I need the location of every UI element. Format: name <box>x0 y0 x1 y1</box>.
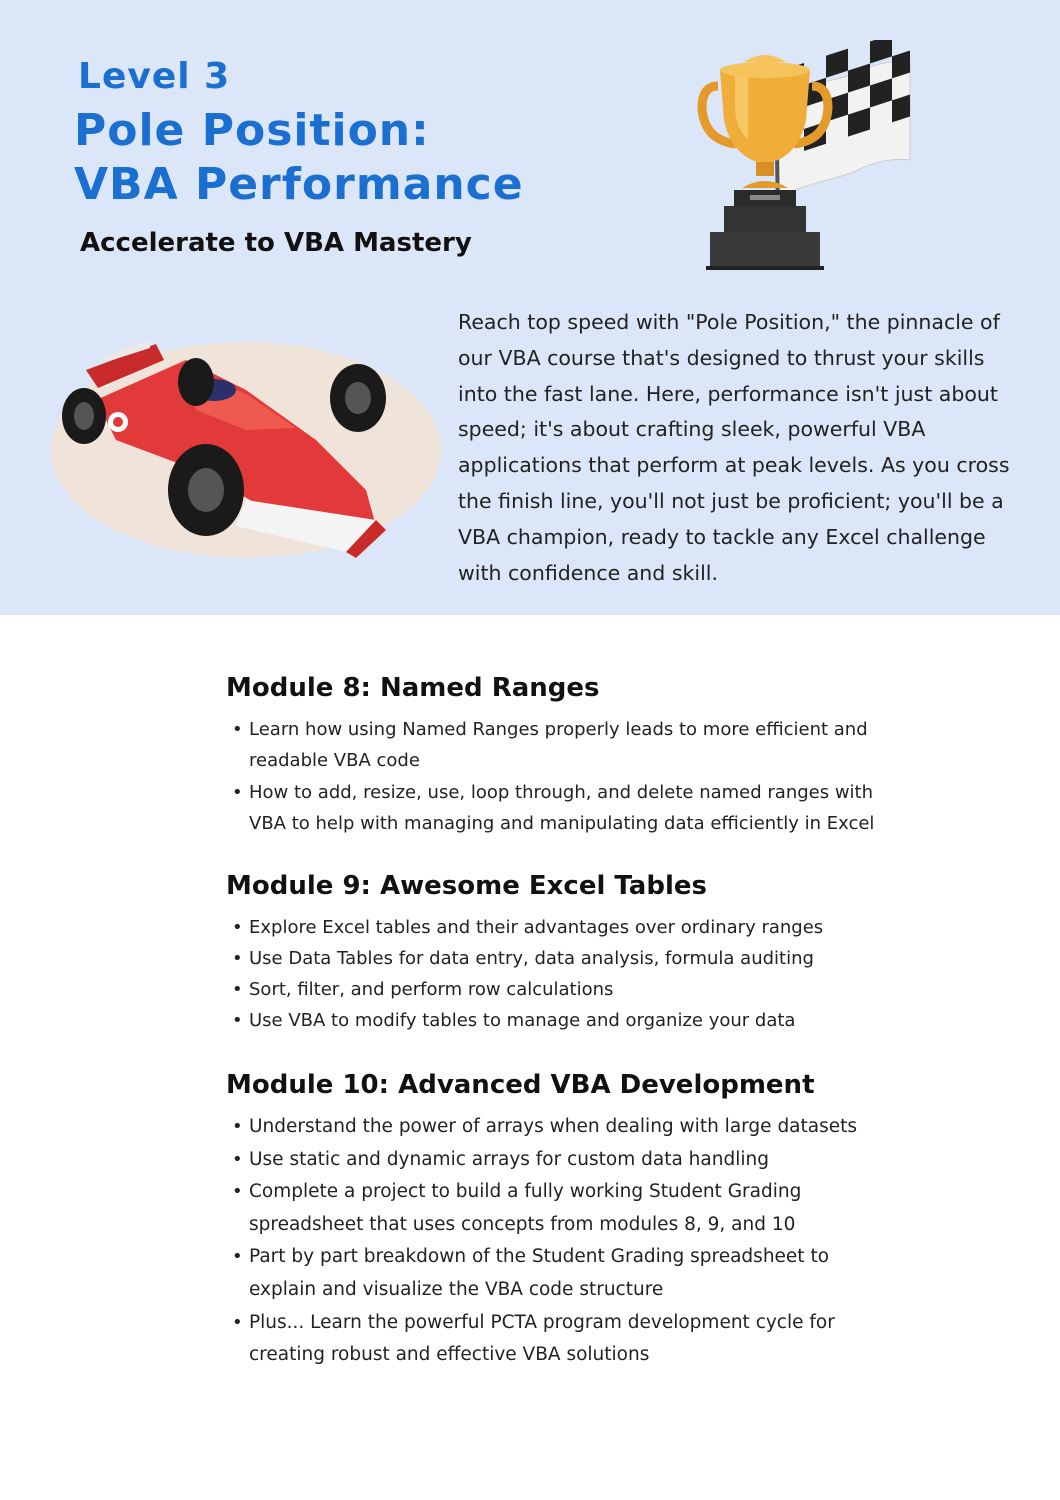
list-item: • Understand the power of arrays when dealing with large datasets <box>226 1111 857 1144</box>
bullet-icon: • <box>232 1311 243 1333</box>
intro-line: Reach top speed with "Pole Position," the pinnacle of <box>458 310 1000 334</box>
intro-line: VBA champion, ready to tackle any Excel challenge <box>458 524 986 549</box>
bullet-icon: • <box>232 781 243 803</box>
bullet-icon: • <box>232 1246 243 1268</box>
module-title: Module 9: Awesome Excel Tables <box>226 871 707 901</box>
list-item: • Part by part breakdown of the Student Grading spreadsheet to explain and visualize the VBA code structure <box>226 1241 857 1306</box>
list-item: • Use VBA to modify tables to manage and organize your data <box>226 1005 823 1036</box>
module-9 <box>226 866 823 1036</box>
intro-paragraph <box>458 305 1038 591</box>
module-items <box>226 912 823 1036</box>
bullet-icon: • <box>232 917 243 938</box>
intro-line: applications that perform at peak levels. As you cross <box>458 453 1010 478</box>
module-items <box>226 1111 857 1372</box>
list-item: • How to add, resize, use, loop through, and delete named ranges with VBA to help with managing and manipulating data efficiently in Excel <box>226 777 874 840</box>
module-title: Module 8: Named Ranges <box>226 673 600 703</box>
list-item: • Explore Excel tables and their advantages over ordinary ranges <box>226 912 823 943</box>
intro-line: our VBA course that's designed to thrust your skills <box>458 345 985 370</box>
level-label: Level 3 <box>78 56 231 97</box>
bullet-icon: • <box>232 719 243 740</box>
module-10 <box>226 1065 857 1372</box>
page-title <box>74 104 524 212</box>
module-title: Module 10: Advanced VBA Development <box>226 1070 815 1100</box>
title-line-1: Pole Position: <box>74 105 430 156</box>
list-item: • Learn how using Named Ranges properly leads to more efficient and readable VBA code <box>226 714 874 777</box>
bullet-icon: • <box>232 1116 243 1137</box>
module-items <box>226 714 874 840</box>
list-item: • Use Data Tables for data entry, data analysis, formula auditing <box>226 943 823 974</box>
intro-line: with confidence and skill. <box>458 560 718 585</box>
intro-line: the finish line, you'll not just be proficient; you'll be a <box>458 488 1004 513</box>
bullet-icon: • <box>232 1148 243 1170</box>
hero-banner <box>0 0 1060 615</box>
tagline: Accelerate to VBA Mastery <box>80 228 472 258</box>
title-line-2: VBA Performance <box>74 159 524 210</box>
bullet-icon: • <box>232 979 243 1000</box>
module-8 <box>226 668 874 840</box>
list-item: • Sort, filter, and perform row calculations <box>226 974 823 1005</box>
race-car-image <box>46 330 446 560</box>
bullet-icon: • <box>232 1181 243 1203</box>
list-item: • Use static and dynamic arrays for custom data handling <box>226 1144 857 1177</box>
list-item: • Complete a project to build a fully working Student Grading spreadsheet that uses concepts from modules 8, 9, and 10 <box>226 1176 857 1241</box>
intro-line: into the fast lane. Here, performance isn't just about <box>458 381 998 406</box>
bullet-icon: • <box>232 1010 243 1031</box>
intro-line: speed; it's about crafting sleek, powerful VBA <box>458 417 926 442</box>
list-item: • Plus... Learn the powerful PCTA program development cycle for creating robust and effective VBA solutions <box>226 1307 857 1372</box>
trophy-icon <box>690 40 920 275</box>
bullet-icon: • <box>232 948 243 969</box>
